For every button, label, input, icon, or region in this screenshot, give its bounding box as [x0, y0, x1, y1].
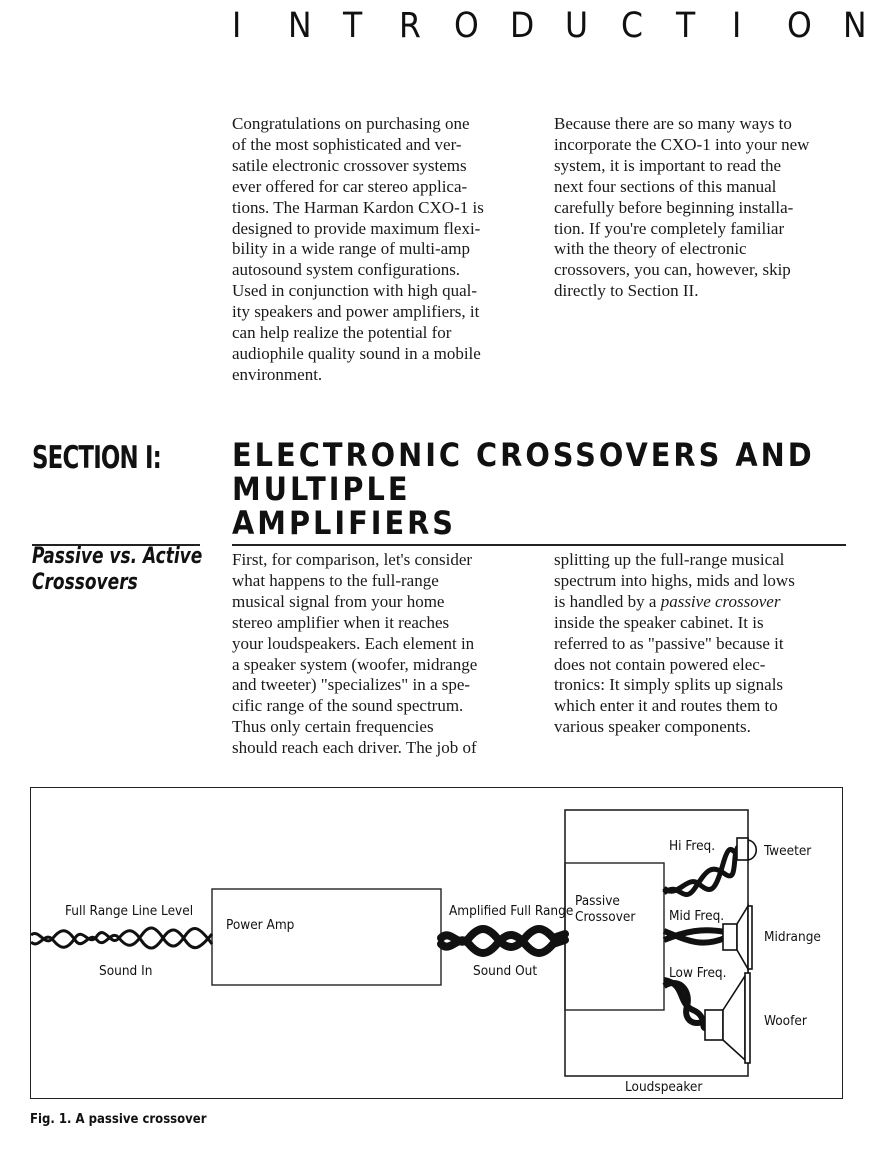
text-rest	[554, 613, 854, 738]
label-loudspeaker: Loudspeaker	[625, 1079, 703, 1095]
tweeter-driver	[737, 838, 756, 860]
label-low-freq: Low Freq.	[669, 965, 727, 981]
figure-caption: Fig. 1. A passive crossover	[30, 1112, 207, 1127]
power-amp-box	[212, 889, 441, 985]
low-freq-wire	[664, 980, 707, 1028]
label-power-amp: Power Amp	[226, 917, 295, 933]
text-line: ity speakers and power amplifiers, it	[232, 302, 480, 322]
text-line: crossovers, you can, however, skip	[554, 260, 791, 280]
text-line: with the theory of electronic	[554, 239, 747, 259]
text-line: incorporate the CXO-1 into your new	[554, 134, 810, 154]
text-line: which enter it and routes them to	[554, 696, 778, 716]
label-sound-in: Sound In	[99, 963, 153, 979]
title-letter: N	[843, 6, 867, 46]
text-line: Used in conjunction with high qual-	[232, 281, 478, 301]
text-line: inside the speaker cabinet. It is	[554, 612, 764, 632]
text-line: directly to Section II.	[554, 281, 699, 301]
label-amplified-full-range: Amplified Full Range	[449, 903, 574, 919]
emphasis-passive-crossover: passive crossover	[660, 591, 781, 611]
label-passive: Passive	[575, 893, 620, 909]
title-letter: I	[232, 6, 242, 46]
text-line: carefully before beginning installa-	[554, 197, 794, 217]
title-letter: R	[399, 6, 421, 46]
text-line: various speaker components.	[554, 717, 751, 737]
title-letter: N	[288, 6, 312, 46]
figure-diagram	[31, 788, 844, 1100]
intro-column-right	[554, 114, 874, 302]
sound-out-cable	[441, 929, 565, 953]
text-line: should reach each driver. The job of	[232, 738, 477, 758]
text-line: does not contain powered elec-	[554, 654, 766, 674]
title-letter: U	[565, 6, 589, 46]
text-line: system, it is important to read the	[554, 155, 782, 175]
text-span: is handled by a	[554, 591, 661, 611]
text-line: of the most sophisticated and ver-	[232, 134, 462, 154]
title-letter: T	[343, 6, 363, 46]
text-line: and tweeter) "specializes" in a spe-	[232, 675, 471, 695]
title-letter: T	[676, 6, 696, 46]
section-label: SECTION I:	[32, 440, 161, 476]
intro-column-left	[232, 114, 532, 386]
text-line: tions. The Harman Kardon CXO-1 is	[232, 197, 484, 217]
subsection-title-line-2: Crossovers	[32, 570, 138, 595]
subsection-column-right	[554, 550, 854, 738]
label-hi-freq: Hi Freq.	[669, 838, 716, 854]
text-line: spectrum into highs, mids and lows	[554, 570, 795, 590]
label-full-range-line-level: Full Range Line Level	[65, 903, 194, 919]
subsection-title-line-1: Passive vs. Active	[32, 544, 203, 569]
text-line: environment.	[232, 364, 323, 384]
subsection-column-left	[232, 550, 532, 759]
text-line: what happens to the full-range	[232, 570, 439, 590]
label-midrange: Midrange	[764, 929, 821, 945]
passive-crossover-box	[565, 863, 664, 1010]
text-line: splitting up the full-range musical	[554, 550, 785, 569]
text-line: referred to as "passive" because it	[554, 633, 784, 653]
text-line: audiophile quality sound in a mobile	[232, 343, 481, 363]
text-line	[554, 592, 854, 613]
text-line: bility in a wide range of multi-amp	[232, 239, 470, 259]
text-line: musical signal from your home	[232, 591, 445, 611]
subsection-title	[32, 544, 202, 596]
text-line: can help realize the potential for	[232, 323, 452, 343]
text-line: tion. If you're completely familiar	[554, 218, 785, 238]
label-woofer: Woofer	[764, 1013, 807, 1029]
section-heading	[232, 438, 862, 540]
subsection-rule-right	[232, 544, 846, 546]
section-heading-line-1: ELECTRONIC CROSSOVERS AND MULTIPLE	[232, 436, 815, 508]
text-line: Because there are so many ways to	[554, 114, 792, 133]
text-line: ever offered for car stereo applica-	[232, 176, 468, 196]
title-letter: O	[787, 6, 812, 46]
sound-in-cable	[31, 928, 212, 948]
text-line: cific range of the sound spectrum.	[232, 696, 464, 716]
title-letter: I	[732, 6, 742, 46]
label-crossover: Crossover	[575, 909, 636, 925]
text-line: autosound system configurations.	[232, 260, 461, 280]
text-line: a speaker system (woofer, midrange	[232, 654, 478, 674]
text-line: next four sections of this manual	[554, 176, 777, 196]
title-letter: O	[454, 6, 479, 46]
text-line: Congratulations on purchasing one	[232, 114, 470, 133]
woofer-driver	[705, 973, 750, 1063]
page-title	[232, 6, 867, 56]
text-line: First, for comparison, let's consider	[232, 550, 473, 569]
mid-freq-wire	[664, 930, 725, 942]
text-line: your loudspeakers. Each element in	[232, 633, 475, 653]
text-line: Thus only certain frequencies	[232, 717, 434, 737]
text-line: tronics: It simply splits up signals	[554, 675, 784, 695]
title-letter: C	[621, 6, 643, 46]
text-line: satile electronic crossover systems	[232, 155, 467, 175]
midrange-driver	[723, 906, 752, 969]
label-tweeter: Tweeter	[764, 843, 812, 859]
section-heading-line-2: AMPLIFIERS	[232, 504, 457, 542]
text-line: stereo amplifier when it reaches	[232, 612, 450, 632]
text-line: designed to provide maximum flexi-	[232, 218, 481, 238]
figure-passive-crossover	[30, 787, 843, 1099]
label-mid-freq: Mid Freq.	[669, 908, 725, 924]
title-letter: D	[510, 6, 535, 46]
label-sound-out: Sound Out	[473, 963, 538, 979]
label-passive-crossover	[575, 893, 635, 925]
